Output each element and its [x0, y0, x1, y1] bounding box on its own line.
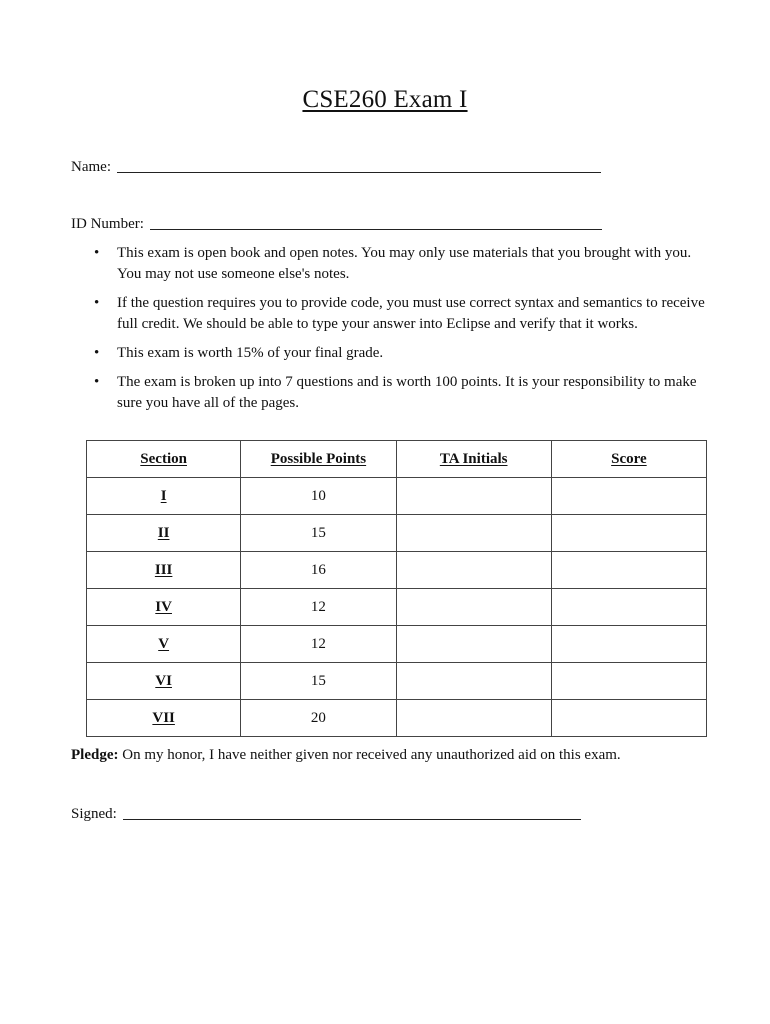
signature-field [71, 806, 581, 823]
bullet-icon: • [94, 374, 100, 390]
honor-pledge [71, 747, 621, 764]
id-number-field [71, 216, 602, 233]
instruction-text: This exam is open book and open notes. You may only use materials that you brought with you. You may not use someone else's notes. [117, 245, 692, 282]
ta-initials-cell[interactable] [396, 478, 551, 515]
score-cell[interactable] [551, 663, 706, 700]
table-row [87, 626, 707, 663]
instruction-text: This exam is worth 15% of your final grade. [117, 345, 384, 361]
score-table [86, 440, 707, 737]
name-field [71, 159, 601, 176]
section-cell: V [87, 626, 241, 663]
header-score: Score [551, 441, 706, 478]
points-cell: 10 [241, 478, 396, 515]
table-row [87, 700, 707, 737]
ta-initials-cell[interactable] [396, 626, 551, 663]
section-cell: II [87, 515, 241, 552]
score-cell[interactable] [551, 552, 706, 589]
section-cell: VII [87, 700, 241, 737]
points-cell: 12 [241, 626, 396, 663]
table-row [87, 478, 707, 515]
score-cell[interactable] [551, 700, 706, 737]
header-possible-points: Possible Points [241, 441, 396, 478]
exam-title: CSE260 Exam I [302, 86, 468, 113]
bullet-icon: • [94, 345, 100, 361]
instruction-item [71, 343, 711, 364]
section-cell: III [87, 552, 241, 589]
section-cell: IV [87, 589, 241, 626]
bullet-icon: • [94, 245, 100, 261]
instruction-text: If the question requires you to provide code, you must use correct syntax and semantics to receive full credit. We should be able to type your answer into Eclipse and verify that it works. [117, 295, 705, 332]
ta-initials-cell[interactable] [396, 589, 551, 626]
instructions-list [71, 243, 711, 422]
instruction-item [71, 293, 711, 335]
score-cell[interactable] [551, 515, 706, 552]
points-cell: 15 [241, 663, 396, 700]
signature-blank-line[interactable] [123, 818, 581, 820]
section-cell: VI [87, 663, 241, 700]
signed-label: Signed: [71, 806, 117, 822]
ta-initials-cell[interactable] [396, 552, 551, 589]
score-cell[interactable] [551, 589, 706, 626]
section-cell: I [87, 478, 241, 515]
ta-initials-cell[interactable] [396, 700, 551, 737]
name-label: Name: [71, 159, 111, 175]
instruction-text: The exam is broken up into 7 questions and is worth 100 points. It is your responsibility to make sure you have all of the pages. [117, 374, 697, 411]
points-cell: 12 [241, 589, 396, 626]
ta-initials-cell[interactable] [396, 515, 551, 552]
score-cell[interactable] [551, 626, 706, 663]
header-section: Section [87, 441, 241, 478]
bullet-icon: • [94, 295, 100, 311]
name-blank-line[interactable] [117, 171, 601, 173]
pledge-label: Pledge: [71, 747, 119, 763]
instruction-item [71, 243, 711, 285]
pledge-text: On my honor, I have neither given nor received any unauthorized aid on this exam. [118, 747, 621, 763]
table-row [87, 589, 707, 626]
table-header-row [87, 441, 707, 478]
points-cell: 15 [241, 515, 396, 552]
id-number-blank-line[interactable] [150, 228, 602, 230]
table-row [87, 552, 707, 589]
id-number-label: ID Number: [71, 216, 144, 232]
table-row [87, 663, 707, 700]
score-cell[interactable] [551, 478, 706, 515]
table-row [87, 515, 707, 552]
instruction-item [71, 372, 711, 414]
ta-initials-cell[interactable] [396, 663, 551, 700]
header-ta-initials: TA Initials [396, 441, 551, 478]
points-cell: 16 [241, 552, 396, 589]
points-cell: 20 [241, 700, 396, 737]
